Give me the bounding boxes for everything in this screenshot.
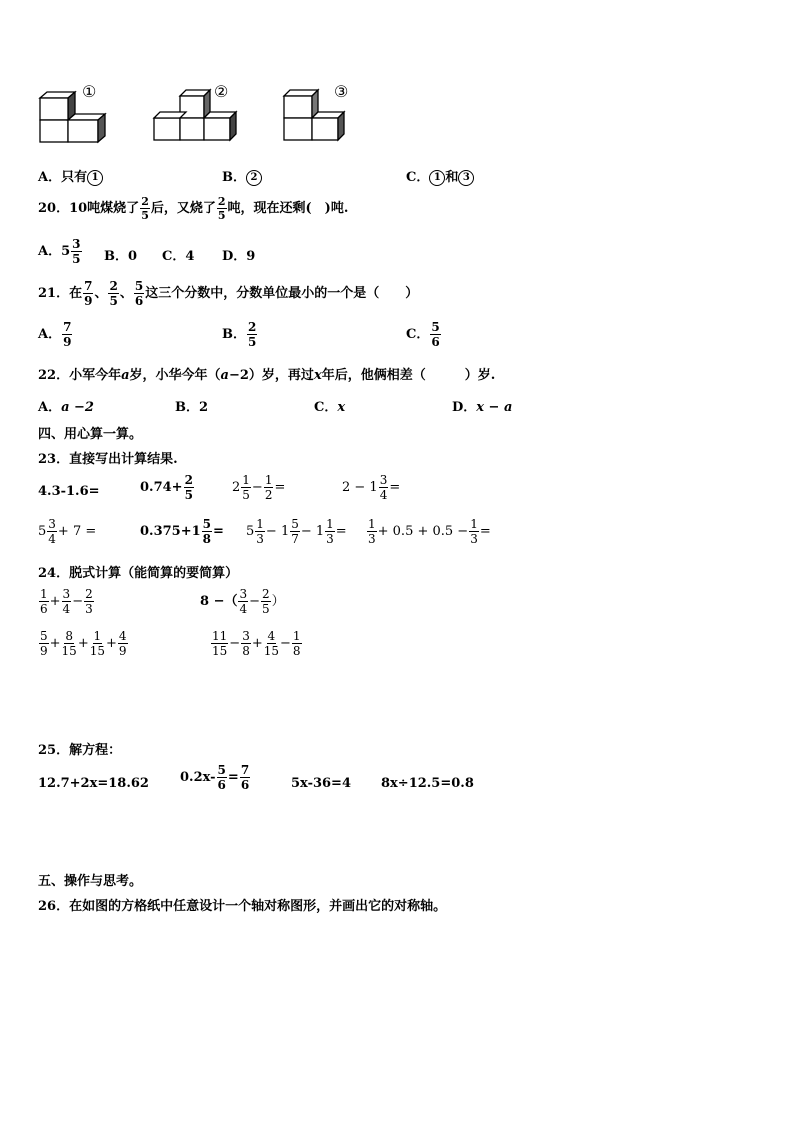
q22-var-x: x — [313, 368, 322, 383]
q20-option-a[interactable] — [38, 238, 83, 265]
q25-e2-den2: 6 — [240, 778, 250, 792]
q21-c-label: C． — [406, 327, 430, 342]
q24-e2-pre: 8 −（ — [200, 594, 238, 609]
q24-e4-num3: 4 — [267, 629, 276, 643]
q23-r2c4-mid: + 0.5 + 0.5 − — [377, 524, 469, 539]
q23-r1c3-num1: 1 — [242, 473, 250, 487]
q22-option-c[interactable] — [314, 396, 345, 415]
q23-r2c4-eq: = — [479, 524, 491, 539]
q24-expr-1 — [38, 588, 95, 615]
q24-e4-den4: 8 — [292, 644, 301, 658]
q23-r1c4-whole: 2 − 1 — [342, 480, 378, 495]
q24-e4-op2: + — [251, 636, 263, 651]
q23-r2c3-whole3: − 1 — [300, 524, 325, 539]
q23-r1c3-num2: 1 — [264, 473, 273, 487]
q21-b-label: B． — [222, 327, 246, 342]
q23-r2c2-eq: = — [213, 524, 224, 539]
q24-e2-den2: 5 — [262, 602, 270, 616]
q20-option-b[interactable]: B．0 — [104, 249, 138, 264]
q23-r2c4 — [366, 518, 491, 545]
q19-option-a[interactable] — [38, 166, 103, 186]
q23-r2c4-den2: 3 — [470, 532, 478, 546]
q19-c-and: 和 — [445, 170, 459, 185]
q23-r1c2 — [140, 474, 195, 501]
q23-r1c2-pre: 0.74+ — [140, 480, 183, 495]
q20-frac1-num: 2 — [141, 195, 149, 208]
q25-e2-pre: 0.2x- — [180, 770, 216, 785]
figure-label-3: ③ — [334, 82, 349, 101]
q24-e1-op1: + — [49, 594, 61, 609]
q22-d-label: D． — [452, 400, 477, 415]
q23-r1c3 — [232, 474, 285, 501]
q21-question — [38, 280, 418, 307]
q24-expr-4 — [210, 630, 303, 657]
q23-r1c4-den: 4 — [379, 488, 388, 502]
q25-e2-num1: 5 — [217, 763, 226, 777]
q23-r1c3-den1: 5 — [242, 488, 250, 502]
q23-r1c3-den2: 2 — [264, 488, 273, 502]
q23-r2c3-den2: 7 — [291, 532, 299, 546]
q23-r2c2-pre: 0.375+1 — [140, 524, 201, 539]
q20-a-label: A．5 — [38, 244, 71, 259]
q21-option-a[interactable] — [38, 321, 73, 348]
q23-r2c4-num2: 1 — [470, 517, 478, 531]
q22-option-a[interactable] — [38, 396, 94, 415]
q24-e4-den2: 8 — [242, 644, 250, 658]
q23-r2c1 — [38, 518, 96, 545]
q21-b-num: 2 — [248, 320, 257, 334]
q23-r1c1: 4.3-1.6= — [38, 484, 100, 499]
q22-c-label: C． — [314, 400, 338, 415]
q23-r2c3 — [246, 518, 347, 545]
q23-r2c3-whole1: 5 — [246, 524, 255, 539]
q20-a-num: 3 — [72, 237, 81, 251]
q21-a-den: 9 — [63, 335, 72, 349]
q23-title: 23．直接写出计算结果. — [38, 452, 178, 467]
q19-c-circled-number-2: 3 — [458, 170, 474, 186]
figure-label-2: ② — [214, 82, 229, 101]
q23-r2c1-whole: 5 — [38, 524, 47, 539]
q22-p3: −2）岁，再过 — [228, 368, 314, 383]
q20-a-den: 5 — [72, 252, 81, 266]
q22-c-expr: x — [337, 400, 346, 415]
q24-e1-num1: 1 — [40, 587, 48, 601]
q24-e3-num4: 4 — [118, 629, 127, 643]
q24-e3-num3: 1 — [93, 629, 102, 643]
q23-r2c4-den1: 3 — [368, 532, 376, 546]
q22-a-expr: a −2 — [61, 400, 94, 415]
q21-a-num: 7 — [63, 320, 72, 334]
q23-r2c3-den1: 3 — [256, 532, 264, 546]
q23-r2c1-num: 3 — [48, 517, 56, 531]
q19-b-label: B． — [222, 170, 246, 185]
q25-eq-2 — [180, 764, 251, 791]
q21-sep1: 、 — [94, 286, 108, 301]
q22-option-b[interactable]: B．2 — [175, 400, 209, 415]
cube-figure-2 — [154, 90, 244, 142]
section-5-heading: 五、操作与思考。 — [38, 874, 143, 889]
cube-figure-1 — [40, 88, 115, 144]
q22-p2: 岁，小华今年（ — [129, 368, 221, 383]
q20-suffix: 吨，现在还剩( )吨. — [227, 201, 349, 216]
q20-frac1-den: 5 — [141, 209, 149, 222]
q25-eq-1: 12.7+2x=18.62 — [38, 776, 149, 791]
q20-option-c[interactable]: C．4 — [162, 249, 195, 264]
q25-eq-4: 8x÷12.5=0.8 — [381, 776, 474, 791]
q24-e2-num1: 3 — [239, 587, 248, 601]
q22-p4: 年后，他俩相差（ ）岁. — [321, 368, 496, 383]
q23-r2c1-rest: + 7 = — [57, 524, 97, 539]
q24-e4-num1: 11 — [212, 629, 228, 643]
q23-r2c3-num2: 5 — [291, 517, 299, 531]
q24-title: 24．脱式计算（能简算的要简算） — [38, 566, 239, 581]
q24-e3-op1: + — [49, 636, 61, 651]
q21-frac1-den: 9 — [84, 294, 93, 308]
q24-e4-num2: 3 — [242, 629, 250, 643]
q23-r2c3-num3: 1 — [326, 517, 334, 531]
q24-e2-den1: 4 — [239, 602, 248, 616]
q19-c-circled-number-1: 1 — [429, 170, 445, 186]
q21-suffix: 这三个分数中，分数单位最小的一个是（ ） — [145, 286, 419, 301]
q23-r2c3-den3: 3 — [326, 532, 334, 546]
q24-e1-den2: 4 — [62, 602, 71, 616]
q24-e3-op2: + — [77, 636, 89, 651]
q24-e2-op: − — [249, 594, 261, 609]
q26-question: 26．在如图的方格纸中任意设计一个轴对称图形，并画出它的对称轴。 — [38, 899, 447, 914]
q25-title: 25．解方程： — [38, 743, 122, 758]
q22-var-a: a — [121, 368, 130, 383]
q21-frac3-den: 6 — [134, 294, 144, 308]
q24-e4-op1: − — [229, 636, 241, 651]
q24-e3-num1: 5 — [40, 629, 48, 643]
q21-sep2: 、 — [119, 286, 133, 301]
q24-e4-op3: − — [280, 636, 291, 651]
q20-frac2-num: 2 — [217, 195, 226, 208]
q25-e2-eq: = — [227, 770, 239, 785]
q24-e3-den3: 15 — [89, 644, 106, 658]
q23-r2c1-den: 4 — [48, 532, 56, 546]
q21-frac2-num: 2 — [109, 279, 118, 293]
q21-option-c[interactable] — [406, 321, 442, 348]
q24-e2-post: ） — [271, 594, 285, 609]
q24-e1-den1: 6 — [40, 602, 48, 616]
q23-r1c4 — [342, 474, 400, 501]
q24-e3-op3: + — [106, 636, 117, 651]
q20-option-d[interactable]: D．9 — [222, 249, 256, 264]
q21-c-num: 5 — [431, 320, 440, 334]
q24-e3-den4: 9 — [118, 644, 127, 658]
q24-e1-op2: − — [72, 594, 84, 609]
q20-frac2-den: 5 — [217, 209, 226, 222]
q22-p1: 22．小军今年 — [38, 368, 122, 383]
q24-e2-num2: 2 — [262, 587, 270, 601]
q23-r2c3-eq: = — [335, 524, 347, 539]
q19-option-b[interactable] — [222, 166, 262, 186]
q21-b-den: 5 — [248, 335, 257, 349]
q23-r1c4-num: 3 — [379, 473, 388, 487]
q24-e4-den3: 15 — [263, 644, 280, 658]
q21-option-b[interactable] — [222, 321, 258, 348]
q23-r1c3-whole: 2 — [232, 480, 241, 495]
q22-a-label: A． — [38, 400, 62, 415]
q25-eq-3: 5x-36=4 — [291, 776, 351, 791]
q24-e3-den1: 9 — [40, 644, 48, 658]
q23-r2c2 — [140, 518, 224, 545]
q23-r1c3-op: − — [251, 480, 263, 495]
q21-frac2-den: 5 — [109, 294, 118, 308]
q22-var-a-2: a — [220, 368, 229, 383]
section-4-heading: 四、用心算一算。 — [38, 427, 143, 442]
q22-option-d[interactable] — [452, 396, 512, 415]
q24-e1-num2: 3 — [62, 587, 71, 601]
q21-frac3-num: 5 — [134, 279, 144, 293]
q24-e4-den1: 15 — [212, 644, 228, 658]
q23-r2c3-num1: 1 — [256, 517, 264, 531]
q20-question — [38, 196, 348, 221]
figure-label-1: ① — [82, 82, 97, 101]
q25-e2-num2: 7 — [240, 763, 250, 777]
q23-r2c4-num1: 1 — [368, 517, 376, 531]
q23-r2c2-den: 8 — [202, 532, 212, 546]
q25-e2-den1: 6 — [217, 778, 226, 792]
q23-r1c3-eq: = — [274, 480, 286, 495]
q24-e3-num2: 8 — [65, 629, 73, 643]
q20-prefix: 20．10吨煤烧了 — [38, 201, 140, 216]
q24-e4-num4: 1 — [292, 629, 301, 643]
q23-r1c2-num: 2 — [184, 473, 193, 487]
q23-r2c3-whole2: − 1 — [265, 524, 290, 539]
q23-r2c2-num: 5 — [202, 517, 212, 531]
q24-e1-num3: 2 — [85, 587, 93, 601]
q21-a-label: A． — [38, 327, 62, 342]
q21-prefix: 21．在 — [38, 286, 83, 301]
q24-expr-2 — [200, 588, 285, 615]
q24-e3-den2: 15 — [61, 644, 77, 658]
q19-a-label: A．只有 — [38, 170, 88, 185]
q24-expr-3 — [38, 630, 129, 657]
q19-c-label: C． — [406, 170, 430, 185]
q20-mid: 后，又烧了 — [150, 201, 216, 216]
q19-b-circled-number: 2 — [246, 170, 262, 186]
q21-c-den: 6 — [431, 335, 440, 349]
q22-d-expr: x − a — [476, 400, 513, 415]
q23-r1c4-eq: = — [389, 480, 401, 495]
q21-frac1-num: 7 — [84, 279, 93, 293]
q23-r1c2-den: 5 — [184, 488, 193, 502]
q24-e1-den3: 3 — [85, 602, 93, 616]
q19-a-circled-number: 1 — [87, 170, 103, 186]
q19-option-c[interactable] — [406, 166, 474, 186]
q22-question — [38, 364, 495, 383]
